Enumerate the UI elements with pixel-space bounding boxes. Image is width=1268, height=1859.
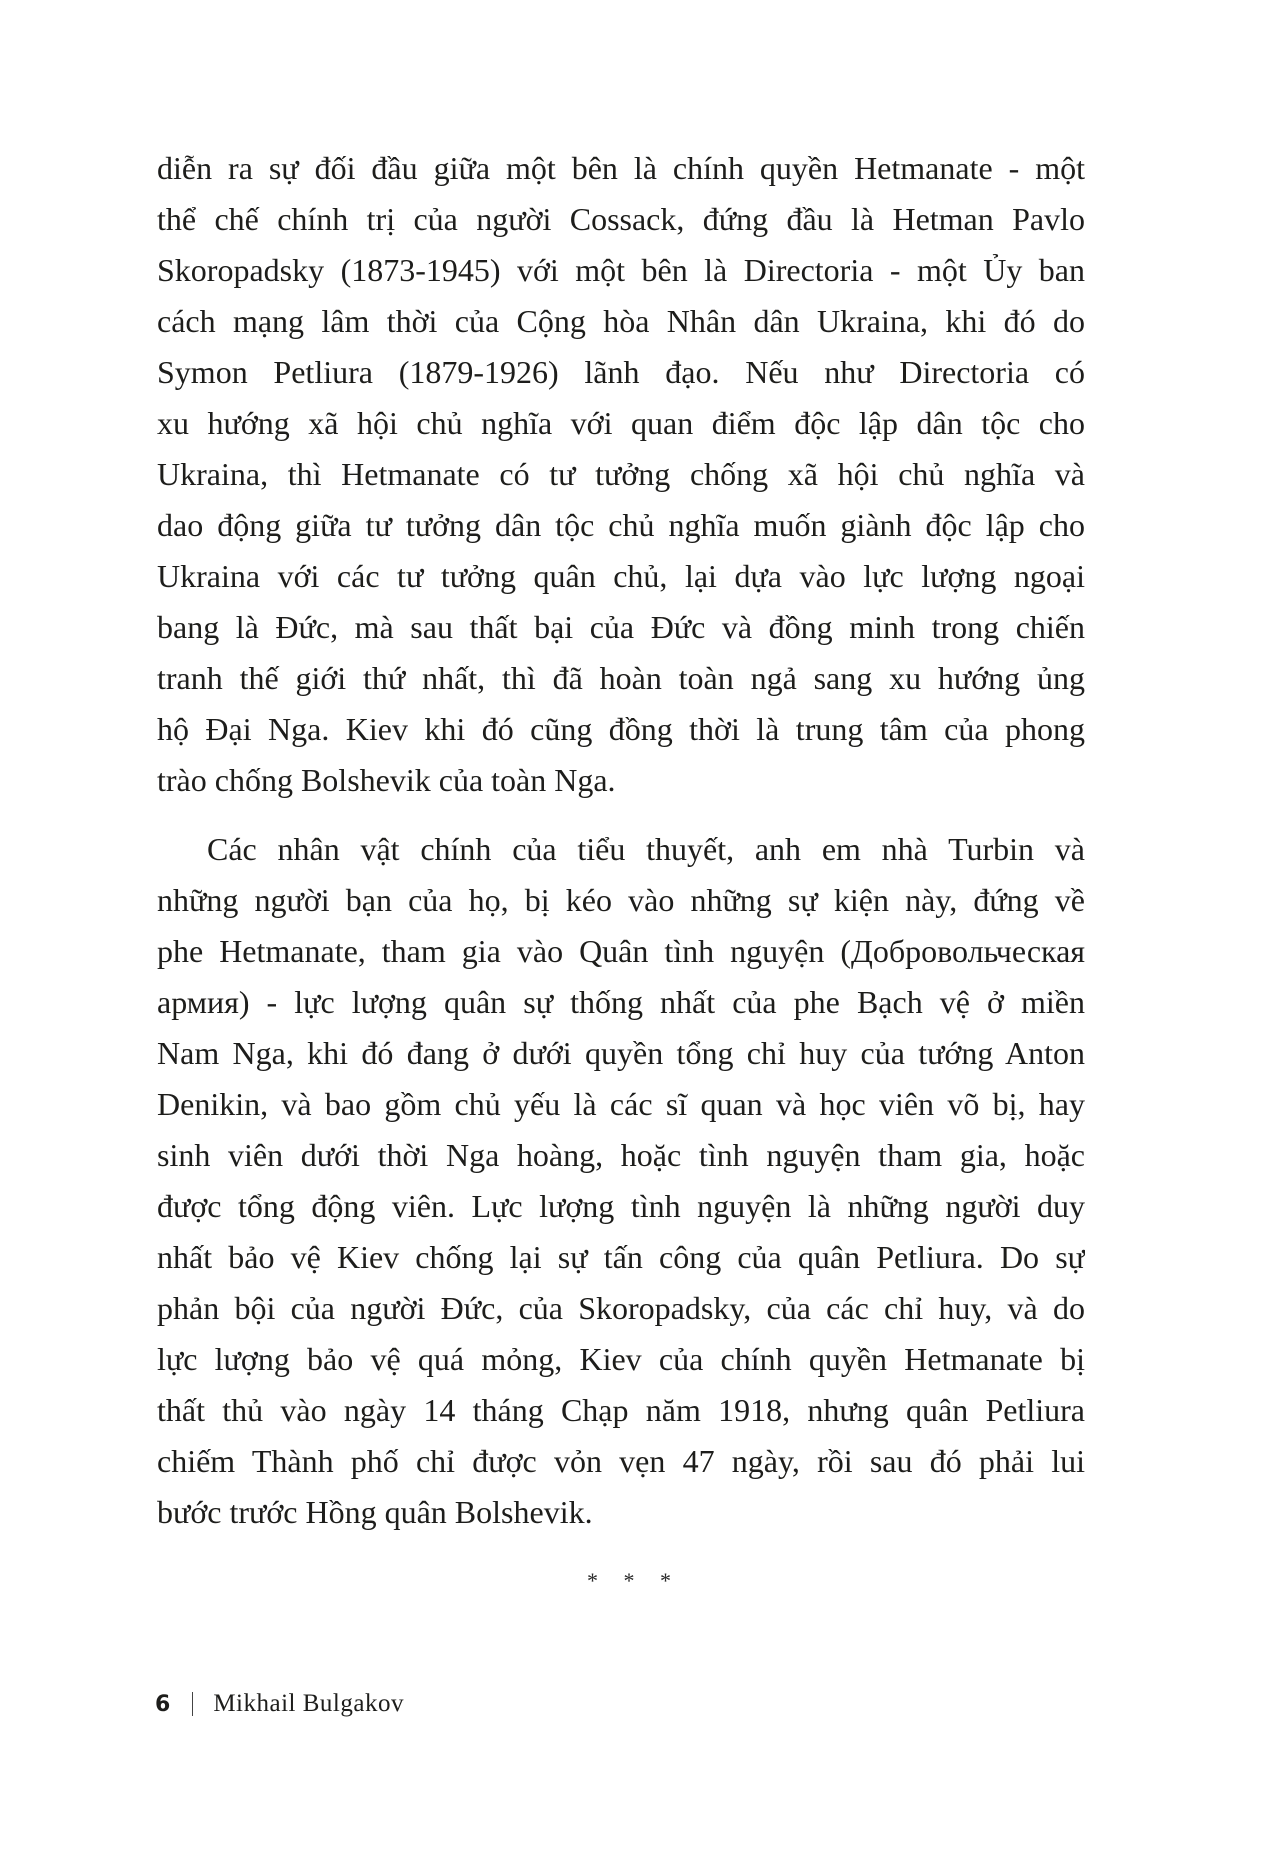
page-footer xyxy=(155,1690,404,1718)
text-line: những người bạn của họ, bị kéo vào những sự kiện này, đứng về xyxy=(157,882,1085,918)
text-line: chiếm Thành phố chỉ được vỏn vẹn 47 ngày, rồi sau đó phải lui xyxy=(157,1443,1085,1479)
text-line: Denikin, và bao gồm chủ yếu là các sĩ quan và học viên võ bị, hay xyxy=(157,1086,1085,1122)
body-text xyxy=(157,143,1085,1538)
text-line: nhất bảo vệ Kiev chống lại sự tấn công của quân Petliura. Do sự xyxy=(157,1239,1085,1275)
text-line: phe Hetmanate, tham gia vào Quân tình nguyện (Добровольческая xyxy=(157,933,1085,969)
text-line: thể chế chính trị của người Cossack, đứng đầu là Hetman Pavlo xyxy=(157,201,1085,237)
text-line: Skoropadsky (1873-1945) với một bên là Directoria - một Ủy ban xyxy=(157,252,1085,288)
text-line: dao động giữa tư tưởng dân tộc chủ nghĩa muốn giành độc lập cho xyxy=(157,507,1085,543)
text-line: lực lượng bảo vệ quá mỏng, Kiev của chính quyền Hetmanate bị xyxy=(157,1341,1085,1377)
text-line: bang là Đức, mà sau thất bại của Đức và đồng minh trong chiến xyxy=(157,609,1085,645)
text-line: được tổng động viên. Lực lượng tình nguyện là những người duy xyxy=(157,1188,1085,1224)
page-number: 6 xyxy=(155,1691,171,1717)
text-line: армия) - lực lượng quân sự thống nhất của phe Bạch vệ ở miền xyxy=(157,984,1085,1020)
text-line: trào chống Bolshevik của toàn Nga. xyxy=(157,762,616,798)
text-line: hộ Đại Nga. Kiev khi đó cũng đồng thời là trung tâm của phong xyxy=(157,711,1085,747)
text-line: Ukraina, thì Hetmanate có tư tưởng chống xã hội chủ nghĩa và xyxy=(157,456,1085,492)
text-line: phản bội của người Đức, của Skoropadsky, của các chỉ huy, và do xyxy=(157,1290,1085,1326)
section-separator: * * * xyxy=(587,1568,681,1593)
text-line: bước trước Hồng quân Bolshevik. xyxy=(157,1494,593,1530)
footer-divider xyxy=(192,1692,193,1716)
text-line: xu hướng xã hội chủ nghĩa với quan điểm độc lập dân tộc cho xyxy=(157,405,1085,441)
text-line: diễn ra sự đối đầu giữa một bên là chính quyền Hetmanate - một xyxy=(157,150,1085,186)
text-line: Symon Petliura (1879-1926) lãnh đạo. Nếu như Directoria có xyxy=(157,354,1085,390)
paragraph-2 xyxy=(157,824,1085,1538)
text-line: Các nhân vật chính của tiểu thuyết, anh em nhà Turbin và xyxy=(207,831,1085,867)
text-line: cách mạng lâm thời của Cộng hòa Nhân dân Ukraina, khi đó do xyxy=(157,303,1085,339)
running-head-author: Mikhail Bulgakov xyxy=(213,1690,404,1717)
text-line: tranh thế giới thứ nhất, thì đã hoàn toàn ngả sang xu hướng ủng xyxy=(157,660,1085,696)
text-line: sinh viên dưới thời Nga hoàng, hoặc tình nguyện tham gia, hoặc xyxy=(157,1137,1085,1173)
text-line: Ukraina với các tư tưởng quân chủ, lại dựa vào lực lượng ngoại xyxy=(157,558,1085,594)
paragraph-1 xyxy=(157,143,1085,806)
text-line: Nam Nga, khi đó đang ở dưới quyền tổng chỉ huy của tướng Anton xyxy=(157,1035,1085,1071)
text-line: thất thủ vào ngày 14 tháng Chạp năm 1918, nhưng quân Petliura xyxy=(157,1392,1085,1428)
